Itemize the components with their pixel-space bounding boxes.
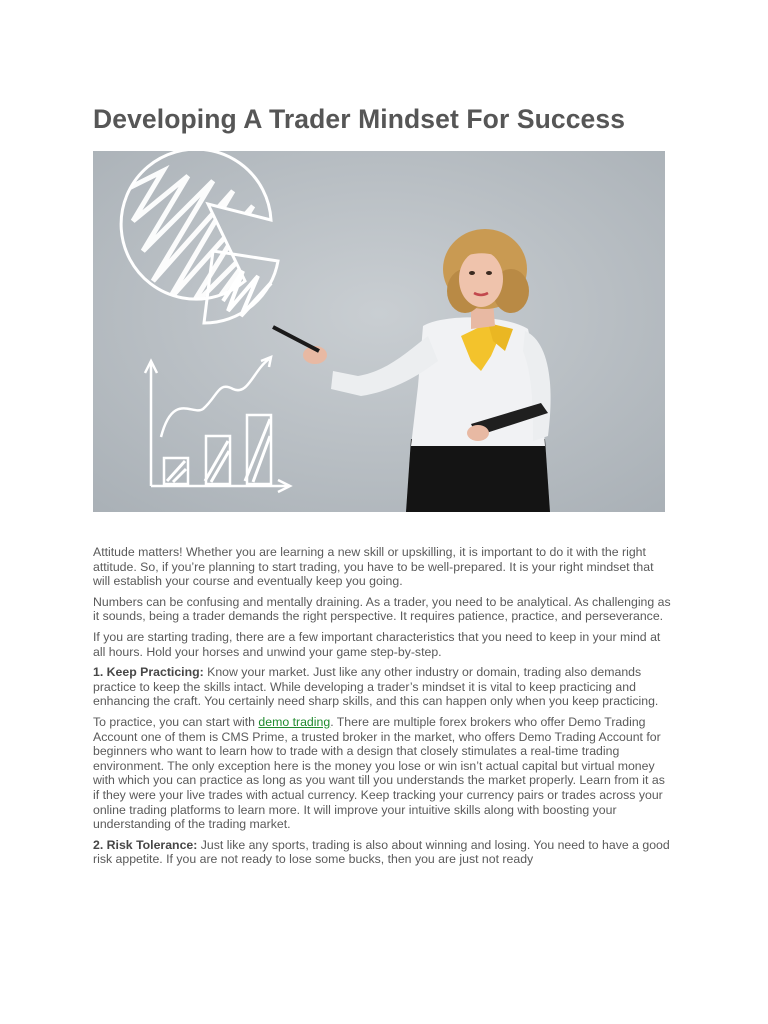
section-heading-risk-tolerance: 2. Risk Tolerance:: [93, 837, 198, 852]
demo-trading-link[interactable]: demo trading: [258, 714, 331, 729]
paragraph: Attitude matters! Whether you are learning a new skill or upskilling, it is important to do it with the right attitude. So, if you’re planning to start trading, you have to be well-prepared. It is your right mindset that will establish your course and eventually keep you going.: [93, 545, 654, 589]
section-heading-keep-practicing: 1. Keep Practicing:: [93, 665, 204, 680]
paragraph: [93, 665, 671, 709]
paragraph: [93, 715, 671, 832]
paragraph-text: . There are multiple forex brokers who offer Demo Trading Account one of them is CMS Prime, a trusted broker in the market, who offers Demo Trading Account for beginners who want to learn how to trade with a design that closely stimulates a real-time trading environment. The only exception here is the money you lose or win isn’t actual capital but virtual money with which you can practice as long as you want till you understands the market properly. Learn from it as if they were your live trades with actual currency. Keep tracking your currency pairs or trades across your online trading platforms to learn more. It will improve your intuitive skills along with boosting your understanding of the trading market.: [93, 714, 665, 832]
article-body: [93, 545, 671, 873]
woman-pointing-at-chart-illustration: [93, 151, 665, 512]
paragraph: If you are starting trading, there are a few important characteristics that you need to keep in your mind at all hours. Hold your horses and unwind your game step-by-step.: [93, 629, 661, 659]
paragraph-text: Know your market. Just like any other industry or domain, trading also demands practice to keep the skills intact. While developing a trader’s mindset it is vital to keep practicing and enhancing the craft. You certainly need sharp skills, and this can happen only when you keep practicing.: [93, 665, 659, 709]
paragraph-text: Just like any sports, trading is also about winning and losing. You need to have a good risk appetite. If you are not ready to lose some bucks, then you are just not ready: [93, 837, 670, 867]
article-title: Developing A Trader Mindset For Success: [93, 104, 626, 134]
hero-image: [93, 151, 665, 512]
paragraph-text: To practice, you can start with: [93, 714, 259, 729]
paragraph: [93, 838, 671, 867]
paragraph: Numbers can be confusing and mentally draining. As a trader, you need to be analytical. As challenging as it sounds, being a trader demands the right perspective. It requires patience, practice, and perseverance.: [93, 594, 671, 624]
